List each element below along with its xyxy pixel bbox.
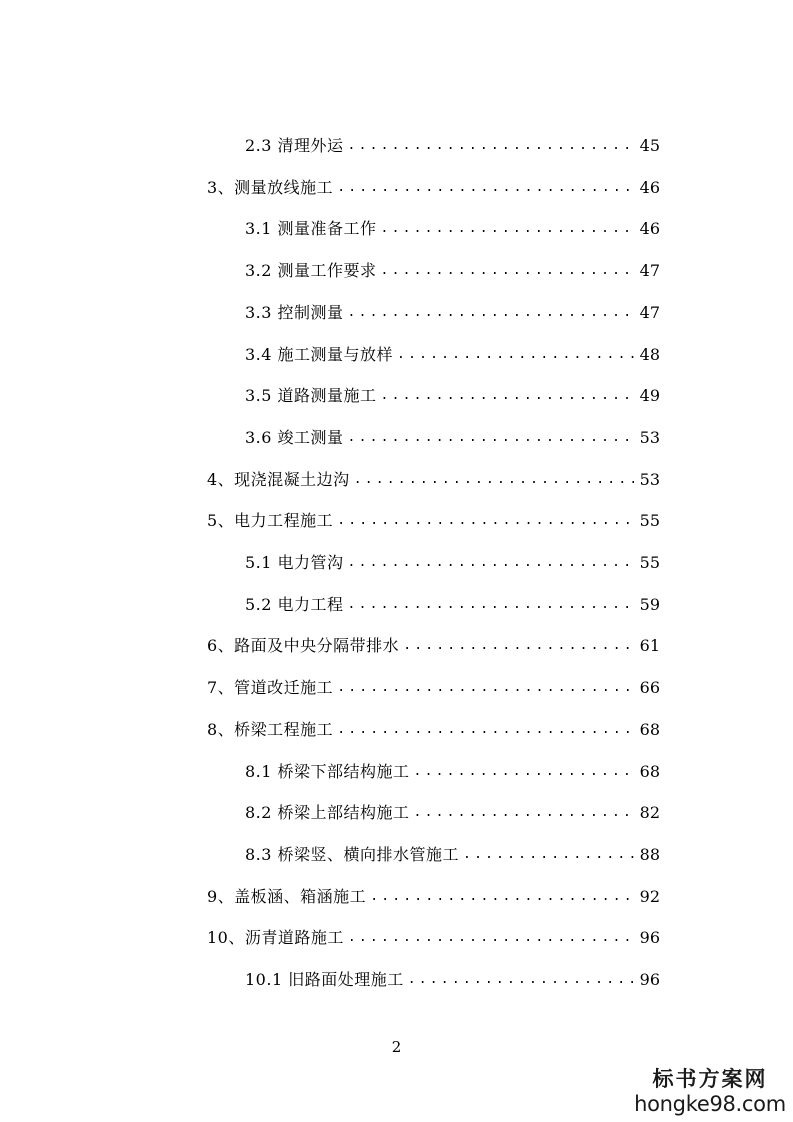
toc-entry-page: 45	[639, 136, 660, 155]
toc-entry-page: 68	[639, 761, 660, 781]
toc-entry-title: 4、现浇混凝土边沟	[207, 469, 350, 489]
toc-entry-title: 3.3 控制测量	[245, 302, 344, 322]
toc-entry-page: 68	[639, 719, 660, 739]
toc-leader-dots	[348, 923, 634, 953]
toc-entry-page: 88	[639, 844, 660, 864]
toc-leader-dots	[348, 548, 634, 578]
toc-leader-dots	[381, 214, 634, 244]
toc-leader-dots	[414, 798, 634, 828]
toc-leader-dots	[348, 131, 634, 161]
toc-entry-title: 5.2 电力工程	[245, 594, 344, 614]
toc-entry[interactable]	[245, 548, 660, 578]
toc-entry-title: 3.4 施工测量与放样	[245, 344, 394, 364]
toc-entry[interactable]	[207, 506, 660, 536]
toc-entry-title: 8.1 桥梁下部结构施工	[245, 761, 410, 781]
toc-entry-page: 66	[639, 678, 660, 698]
toc-entry-title: 5、电力工程施工	[207, 511, 334, 531]
toc-entry[interactable]	[245, 381, 660, 411]
toc-entry-title: 3、测量放线施工	[207, 177, 334, 197]
toc-leader-dots	[403, 631, 633, 661]
toc-entry-title: 2.3 清理外运	[245, 136, 344, 155]
toc-entry[interactable]	[245, 757, 660, 787]
toc-leader-dots	[408, 965, 634, 995]
toc-entry-title: 7、管道改迁施工	[207, 678, 334, 698]
toc-entry-title: 6、路面及中央分隔带排水	[207, 636, 400, 656]
toc-entry[interactable]	[245, 298, 660, 328]
toc-entry[interactable]	[207, 173, 660, 203]
toc-entry-page: 53	[639, 469, 660, 489]
toc-entry-page: 59	[639, 594, 660, 614]
toc-entry-page: 96	[639, 970, 660, 989]
toc-entry[interactable]	[207, 923, 660, 953]
toc-entry[interactable]	[245, 340, 660, 370]
toc-leader-dots	[337, 673, 633, 703]
toc-entry[interactable]	[245, 256, 660, 286]
toc-entry-page: 53	[639, 427, 660, 447]
toc-entry-title: 3.1 测量准备工作	[245, 219, 377, 239]
watermark-url: hongke98.com	[634, 1092, 786, 1116]
toc-leader-dots	[381, 256, 634, 286]
toc-entry-title: 3.6 竣工测量	[245, 427, 344, 447]
toc-entry-page: 47	[639, 302, 660, 322]
toc-leader-dots	[337, 715, 633, 745]
toc-entry-page: 55	[639, 553, 660, 572]
toc-entry[interactable]	[245, 131, 660, 161]
toc-entry-title: 8.2 桥梁上部结构施工	[245, 803, 410, 823]
toc-entry[interactable]	[245, 840, 660, 870]
toc-entry[interactable]	[245, 590, 660, 620]
toc-entry[interactable]	[245, 214, 660, 244]
toc-entry[interactable]	[245, 798, 660, 828]
toc-leader-dots	[348, 298, 634, 328]
toc-entry-page: 48	[639, 344, 660, 364]
page-number: 2	[391, 1038, 402, 1056]
toc-entry-page: 92	[639, 886, 660, 906]
toc-entry[interactable]	[245, 965, 660, 995]
toc-leader-dots	[463, 840, 634, 870]
toc-entry-page: 61	[639, 636, 660, 656]
toc-entry-page: 96	[639, 928, 660, 948]
toc-leader-dots	[337, 173, 633, 203]
toc-leader-dots	[414, 757, 634, 787]
toc-entry[interactable]	[245, 423, 660, 453]
toc-leader-dots	[381, 381, 634, 411]
toc-entry[interactable]	[207, 631, 660, 661]
toc-entry[interactable]	[207, 882, 660, 912]
toc-entry-title: 3.2 测量工作要求	[245, 261, 377, 281]
toc-entry-page: 82	[639, 803, 660, 823]
toc-entry[interactable]	[207, 465, 660, 495]
toc-entry-page: 47	[639, 261, 660, 281]
toc-leader-dots	[397, 340, 634, 370]
toc-leader-dots	[348, 423, 634, 453]
toc-leader-dots	[348, 590, 634, 620]
toc-entry-page: 46	[639, 219, 660, 239]
toc-entry-title: 8、桥梁工程施工	[207, 719, 334, 739]
watermark-name: 标书方案网	[652, 1066, 768, 1091]
toc-entry-title: 10.1 旧路面处理施工	[245, 970, 404, 989]
toc-leader-dots	[337, 506, 633, 536]
toc-leader-dots	[370, 882, 633, 912]
toc-leader-dots	[354, 465, 634, 495]
toc-entry[interactable]	[207, 673, 660, 703]
toc-entry-page: 49	[639, 386, 660, 406]
toc-entry-title: 3.5 道路测量施工	[245, 386, 377, 406]
toc-entry-title: 9、盖板涵、箱涵施工	[207, 886, 367, 906]
toc-entry-title: 10、沥青道路施工	[207, 928, 344, 948]
toc-entry-title: 8.3 桥梁竖、横向排水管施工	[245, 844, 460, 864]
toc-entry[interactable]	[207, 715, 660, 745]
watermark-logo	[630, 1067, 790, 1119]
toc-entry-page: 55	[639, 511, 660, 531]
toc-entry-page: 46	[639, 177, 660, 197]
toc-entry-title: 5.1 电力管沟	[245, 553, 344, 572]
